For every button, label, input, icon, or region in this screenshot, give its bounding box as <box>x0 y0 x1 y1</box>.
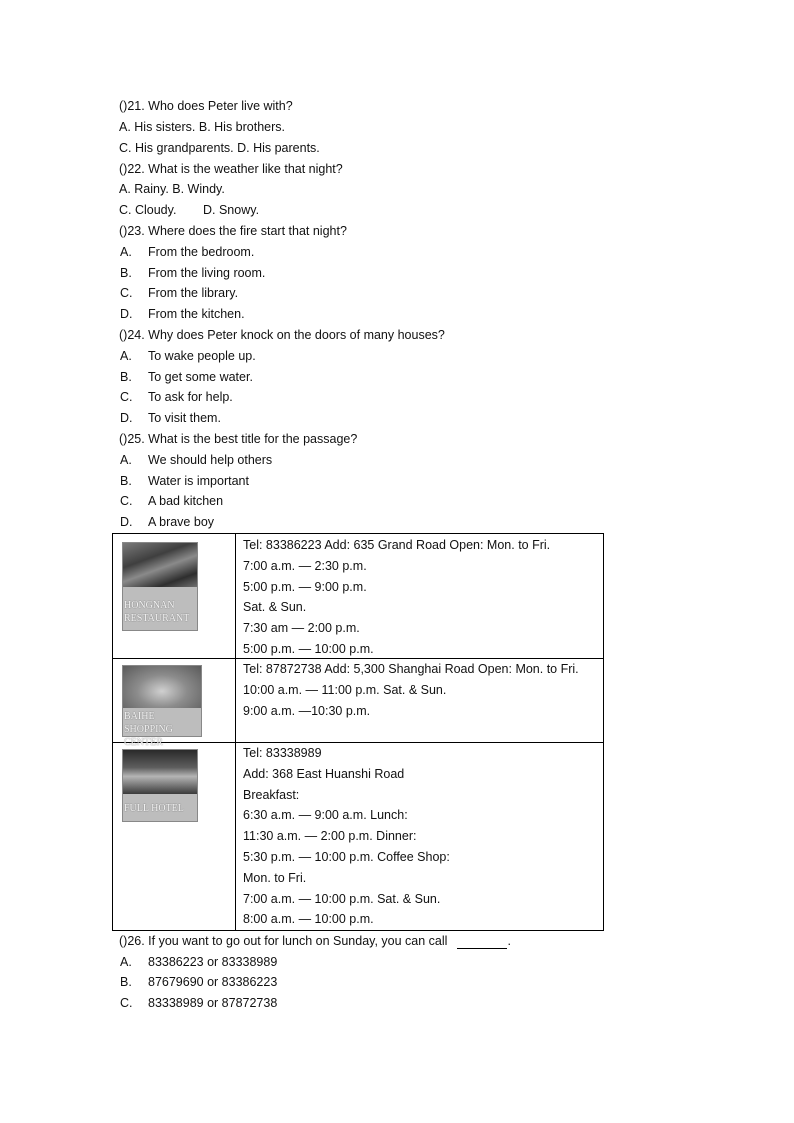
question-23: ()23. Where does the fire start that night? <box>119 224 347 238</box>
hotel-image <box>122 749 198 822</box>
question-26: ()26. If you want to go out for lunch on Sunday, you can call . <box>119 934 511 948</box>
shopping-center-image-caption: BAIHE SHOPPING CENTER <box>124 711 173 748</box>
shopping-center-image <box>122 665 202 748</box>
q22-option-c: C. Cloudy. <box>119 203 177 217</box>
restaurant-image <box>122 542 198 631</box>
worksheet-page: ()21. Who does Peter live with? A. His sisters. B. His brothers. C. His grandparents. D. His parents. ()22. What is the weather like that night? A. Rainy. B. Windy. C. Cloudy. D. Snowy. ()23. Where does the fire start that night? A. From the bedroom. B. From the living room. C. From the library. D. From the kitchen. ()24. Why does Peter knock on the doors of many houses? A. To wake people up. B. To get some water. C. To ask for help. D. To visit them. ()25. What is the best title for the passage? A. We should help others B. Water is important C. A bad kitchen D. A brave boy HONGNAN RESTAURANT Tel: 83386223 Add: 635 Grand Road Open: Mon. to Fri. 7:00 a.m. — 2:30 p.m. 5:00 p.m. — 9:00 p.m. Sat. & Sun. 7:30 am — 2:00 p.m. 5:00 p.m. — 10:00 p.m. BAIHE SHOPPING CENTER Tel: 87872738 Add: 5,300 Shanghai Road Open: Mon. to Fri. 10:00 a.m. — 11:00 p.m. Sat. & Sun. 9:00 a.m. —10:30 p.m. FULL HOTEL Tel: 83338989 Add: 368 East Huanshi Road Breakfast: 6:30 a.m. — 9:00 a.m. Lunch: 11:30 a.m. — 2:00 p.m. Dinner: 5:30 p.m. — 10:00 p.m. Coffee Shop: Mon. to Fri. 7:00 a.m. — 10:00 p.m. Sat. & Sun. 8:00 a.m. — 10:00 p.m. ()26. If you want to go out for lunch on Sunday, you can call . A. 83386223 or 83338989 B. 87679690 or 83386223 C. 83338989 or 87872738 <box>0 0 794 1123</box>
hotel-photo <box>123 750 197 794</box>
table-column-divider <box>235 534 236 930</box>
shopping-center-details: Tel: 87872738 Add: 5,300 Shanghai Road Open: Mon. to Fri. 10:00 a.m. — 11:00 p.m. Sat. & Sun. 9:00 a.m. —10:30 p.m. <box>243 662 579 718</box>
hotel-details: Tel: 83338989 Add: 368 East Huanshi Road Breakfast: 6:30 a.m. — 9:00 a.m. Lunch: 11:30 a.m. — 2:00 p.m. Dinner: 5:30 p.m. — 10:00 p.m. Coffee Shop: Mon. to Fri. 7:00 a.m. — 10:00 p.m. Sat. & Sun. 8:00 a.m. — 10:00 p.m. <box>243 746 450 927</box>
restaurant-image-caption: HONGNAN RESTAURANT <box>124 600 190 624</box>
restaurant-photo <box>123 543 197 587</box>
q22-options-ab: A. Rainy. B. Windy. <box>119 182 225 196</box>
info-table <box>112 533 604 931</box>
answer-blank[interactable] <box>457 936 507 949</box>
restaurant-details: Tel: 83386223 Add: 635 Grand Road Open: Mon. to Fri. 7:00 a.m. — 2:30 p.m. 5:00 p.m. — 9:00 p.m. Sat. & Sun. 7:30 am — 2:00 p.m. 5:00 p.m. — 10:00 p.m. <box>243 538 551 656</box>
question-25: ()25. What is the best title for the passage? <box>119 432 358 446</box>
question-24: ()24. Why does Peter knock on the doors of many houses? <box>119 328 445 342</box>
q22-option-d: D. Snowy. <box>203 203 260 217</box>
question-21: ()21. Who does Peter live with? <box>119 99 293 113</box>
q21-options-cd: C. His grandparents. D. His parents. <box>119 141 320 155</box>
question-22: ()22. What is the weather like that night? <box>119 162 343 176</box>
q21-options-ab: A. His sisters. B. His brothers. <box>119 120 286 134</box>
hotel-image-caption: FULL HOTEL <box>124 803 184 814</box>
shopping-center-photo <box>123 666 201 708</box>
